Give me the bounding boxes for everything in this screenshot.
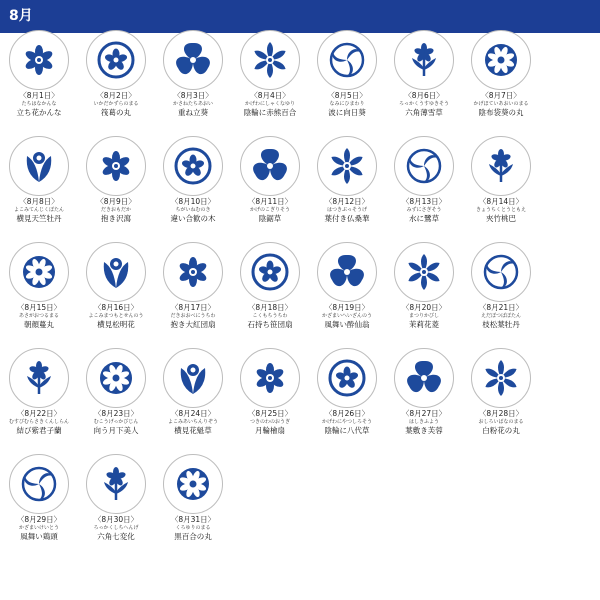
four-oclock-icon <box>471 348 531 408</box>
crest-card <box>0 136 79 246</box>
vine-circle-icon <box>86 30 146 90</box>
crest-card <box>230 348 310 458</box>
crest-name: 横見天竺牡丹 <box>16 214 62 223</box>
crest-card <box>461 30 541 140</box>
crest-reading: はつきぶっそうげ <box>326 207 367 213</box>
morning-glory-icon <box>9 242 69 302</box>
crest-emblem <box>327 252 367 292</box>
crest-card <box>153 348 233 458</box>
crest-reading: かさねたちあおい <box>172 101 213 107</box>
crest-emblem <box>96 358 136 398</box>
crest-emblem <box>481 40 521 80</box>
crest-name: 風舞い鶏頭 <box>20 532 58 541</box>
crest-reading: みずにさぎそう <box>406 207 442 213</box>
crest-date: 〈8月5日〉 <box>327 91 367 100</box>
crest-date: 〈8月18日〉 <box>247 303 293 312</box>
crest-name: 抱き沢瀉 <box>101 214 131 223</box>
crest-card <box>230 30 310 140</box>
crest-date: 〈8月10日〉 <box>170 197 216 206</box>
crest-reading: くろゆりのまる <box>175 525 211 531</box>
crest-emblem <box>404 252 444 292</box>
crest-card <box>0 30 79 140</box>
crest-reading: あさがおつるまる <box>19 313 59 319</box>
oleander-swirl-icon <box>471 136 531 196</box>
crest-reading: かげほていあおいのまる <box>473 101 529 107</box>
lily-ring-icon <box>240 30 300 90</box>
crest-name: 違い合歓の木 <box>170 214 216 223</box>
crest-card <box>0 454 79 564</box>
crest-reading: はしきふよう <box>408 419 439 425</box>
crest-date: 〈8月19日〉 <box>324 303 370 312</box>
yarrow-icon <box>240 136 300 196</box>
crest-emblem <box>19 464 59 504</box>
crest-name: 立ち花かんな <box>16 108 62 117</box>
crest-emblem <box>327 146 367 186</box>
crest-emblem <box>19 146 59 186</box>
egret-orchid-icon <box>394 136 454 196</box>
crest-name: 黒百合の丸 <box>174 532 212 541</box>
crest-date: 〈8月4日〉 <box>250 91 290 100</box>
crest-reading: こくもちうちわ <box>252 313 288 319</box>
crest-emblem <box>19 40 59 80</box>
crest-emblem <box>327 40 367 80</box>
crest-reading: よこみまつもとせんのう <box>88 313 144 319</box>
crest-reading: むすびむらさきくんしらん <box>8 419 69 425</box>
agapanthus-icon <box>9 348 69 408</box>
crest-date: 〈8月25日〉 <box>247 409 293 418</box>
crest-name: 重ね立葵 <box>178 108 208 117</box>
crest-date: 〈8月17日〉 <box>170 303 216 312</box>
crest-name: 夾竹桃巴 <box>486 214 516 223</box>
crest-name: 結び紫君子蘭 <box>16 426 62 435</box>
crest-card <box>153 136 233 246</box>
crest-reading: えだぼつばぼたん <box>480 313 521 319</box>
campion-wind-icon <box>317 242 377 302</box>
crest-reading: かざまいへいざんのう <box>321 313 372 319</box>
crest-name: 石持ち笹団扇 <box>247 320 293 329</box>
crest-card <box>307 348 387 458</box>
moss-rose-icon <box>471 242 531 302</box>
hexagon-flower-icon <box>394 30 454 90</box>
black-lily-icon <box>163 454 223 514</box>
crest-card <box>461 348 541 458</box>
crest-card <box>461 136 541 246</box>
crest-card <box>0 348 79 458</box>
crest-card <box>307 30 387 140</box>
crest-date: 〈8月14日〉 <box>478 197 524 206</box>
crest-card <box>76 242 156 352</box>
month-title: 8月 <box>9 8 33 24</box>
crest-name: 向う月下美人 <box>93 426 139 435</box>
crest-card <box>153 242 233 352</box>
crest-reading: ろっかくうすゆきそう <box>398 101 449 107</box>
crest-card <box>76 136 156 246</box>
crest-date: 〈8月16日〉 <box>93 303 139 312</box>
crest-date: 〈8月1日〉 <box>19 91 59 100</box>
crest-reading: よこみあいちんりぞう <box>167 419 218 425</box>
crest-name: 風舞い酔仙翁 <box>324 320 370 329</box>
silk-tree-icon <box>163 136 223 196</box>
crest-name: 陰鋸草 <box>258 214 282 223</box>
cockscomb-icon <box>9 454 69 514</box>
crest-emblem <box>250 252 290 292</box>
crest-reading: かげわにしゃくなゆり <box>244 101 295 107</box>
crest-emblem <box>96 146 136 186</box>
crest-reading: ちがいねむのき <box>175 207 211 213</box>
moon-fan-icon <box>240 348 300 408</box>
crest-emblem <box>250 146 290 186</box>
dahlia-side-icon <box>9 136 69 196</box>
crest-emblem <box>19 252 59 292</box>
crest-reading: きょうちくとうともえ <box>475 207 526 213</box>
crest-emblem <box>173 146 213 186</box>
water-hyacinth-icon <box>471 30 531 90</box>
crest-reading: ろっかくしちへんげ <box>93 525 139 531</box>
crest-card <box>0 242 79 352</box>
crest-reading: むこうげっかびじん <box>93 419 139 425</box>
crest-emblem <box>96 252 136 292</box>
jasmine-diamond-icon <box>394 242 454 302</box>
crest-name: 抱き大紅団扇 <box>170 320 216 329</box>
crest-name: 筏葛の丸 <box>101 108 131 117</box>
crest-name: 横見松明花 <box>97 320 135 329</box>
hibiscus-icon <box>317 136 377 196</box>
crest-date: 〈8月27日〉 <box>401 409 447 418</box>
fan-leaf-icon <box>240 242 300 302</box>
crest-name: 枝松葉牡丹 <box>482 320 520 329</box>
bergamot-icon <box>86 242 146 302</box>
crest-date: 〈8月30日〉 <box>93 515 139 524</box>
crest-reading: まつりかびし <box>408 313 439 319</box>
crest-reading: よこみてんじくぼたん <box>13 207 64 213</box>
crest-date: 〈8月12日〉 <box>324 197 370 206</box>
crest-name: 横見花魁草 <box>174 426 212 435</box>
crest-card <box>384 136 464 246</box>
crest-date: 〈8月23日〉 <box>93 409 139 418</box>
crest-name: 葉敷き芙蓉 <box>405 426 443 435</box>
phlox-icon <box>163 348 223 408</box>
crest-emblem <box>19 358 59 398</box>
night-cactus-icon <box>86 348 146 408</box>
crest-date: 〈8月2日〉 <box>96 91 136 100</box>
crest-reading: いかだかずらのまる <box>93 101 139 107</box>
crest-date: 〈8月8日〉 <box>19 197 59 206</box>
crest-emblem <box>96 464 136 504</box>
crest-name: 朝顔蔓丸 <box>24 320 54 329</box>
crest-date: 〈8月20日〉 <box>401 303 447 312</box>
crest-date: 〈8月28日〉 <box>478 409 524 418</box>
crest-date: 〈8月7日〉 <box>481 91 521 100</box>
crest-emblem <box>96 40 136 80</box>
crest-emblem <box>404 146 444 186</box>
hollyhock-icon <box>163 30 223 90</box>
crest-date: 〈8月29日〉 <box>16 515 62 524</box>
cotton-rose-icon <box>394 348 454 408</box>
crest-card <box>153 454 233 564</box>
crest-date: 〈8月11日〉 <box>247 197 293 206</box>
crest-date: 〈8月24日〉 <box>170 409 216 418</box>
crest-name: 月輪檜扇 <box>255 426 285 435</box>
crest-card <box>384 30 464 140</box>
crest-emblem <box>250 358 290 398</box>
crest-date: 〈8月21日〉 <box>478 303 524 312</box>
crest-name: 波に向日葵 <box>328 108 366 117</box>
crest-card <box>461 242 541 352</box>
sunflower-wave-icon <box>317 30 377 90</box>
crest-card <box>384 242 464 352</box>
crest-emblem <box>173 40 213 80</box>
crest-date: 〈8月31日〉 <box>170 515 216 524</box>
crest-name: 葉付き仏桑華 <box>324 214 370 223</box>
crest-card <box>307 242 387 352</box>
crest-emblem <box>404 358 444 398</box>
crest-card <box>230 136 310 246</box>
crest-reading: かげのこぎりそう <box>249 207 290 213</box>
crest-emblem <box>481 358 521 398</box>
crest-name: 茉莉花菱 <box>409 320 439 329</box>
crest-card <box>76 454 156 564</box>
crest-card <box>230 242 310 352</box>
crest-reading: たちはなかんな <box>21 101 57 107</box>
crest-reading: なみにひまわり <box>329 101 365 107</box>
crest-date: 〈8月15日〉 <box>16 303 62 312</box>
crest-date: 〈8月26日〉 <box>324 409 370 418</box>
crest-reading: だきおもだか <box>100 207 131 213</box>
crest-name: 六角薄雪草 <box>405 108 443 117</box>
anthurium-icon <box>163 242 223 302</box>
crest-name: 白粉花の丸 <box>482 426 520 435</box>
crest-card <box>153 30 233 140</box>
crest-emblem <box>250 40 290 80</box>
bellflower-ring-icon <box>317 348 377 408</box>
crest-card <box>76 348 156 458</box>
crest-reading: かざまいけいとう <box>18 525 59 531</box>
crest-reading: おしろいばなのまる <box>478 419 524 425</box>
crest-reading: だきおおべにうちわ <box>170 313 216 319</box>
crest-name: 陰布袋葵の丸 <box>478 108 524 117</box>
crest-name: 六角七変化 <box>97 532 135 541</box>
arrowhead-leaf-icon <box>86 136 146 196</box>
crest-name: 水に鷺草 <box>409 214 439 223</box>
crest-date: 〈8月9日〉 <box>96 197 136 206</box>
crest-card <box>307 136 387 246</box>
crest-date: 〈8月3日〉 <box>173 91 213 100</box>
crest-card <box>76 30 156 140</box>
crest-date: 〈8月13日〉 <box>401 197 447 206</box>
lantana-hexagon-icon <box>86 454 146 514</box>
crest-card <box>384 348 464 458</box>
crest-emblem <box>481 252 521 292</box>
crest-name: 陰輪に赤熊百合 <box>243 108 297 117</box>
crest-emblem <box>173 358 213 398</box>
crest-emblem <box>327 358 367 398</box>
crest-date: 〈8月6日〉 <box>404 91 444 100</box>
flower-stalk-icon <box>9 30 69 90</box>
crest-reading: かげわにやつしろそう <box>321 419 372 425</box>
crest-reading: つきのわのおうぎ <box>249 419 290 425</box>
crest-date: 〈8月22日〉 <box>16 409 62 418</box>
crest-name: 陰輪に八代草 <box>324 426 370 435</box>
crest-emblem <box>173 252 213 292</box>
crest-emblem <box>404 40 444 80</box>
crest-emblem <box>481 146 521 186</box>
crest-emblem <box>173 464 213 504</box>
